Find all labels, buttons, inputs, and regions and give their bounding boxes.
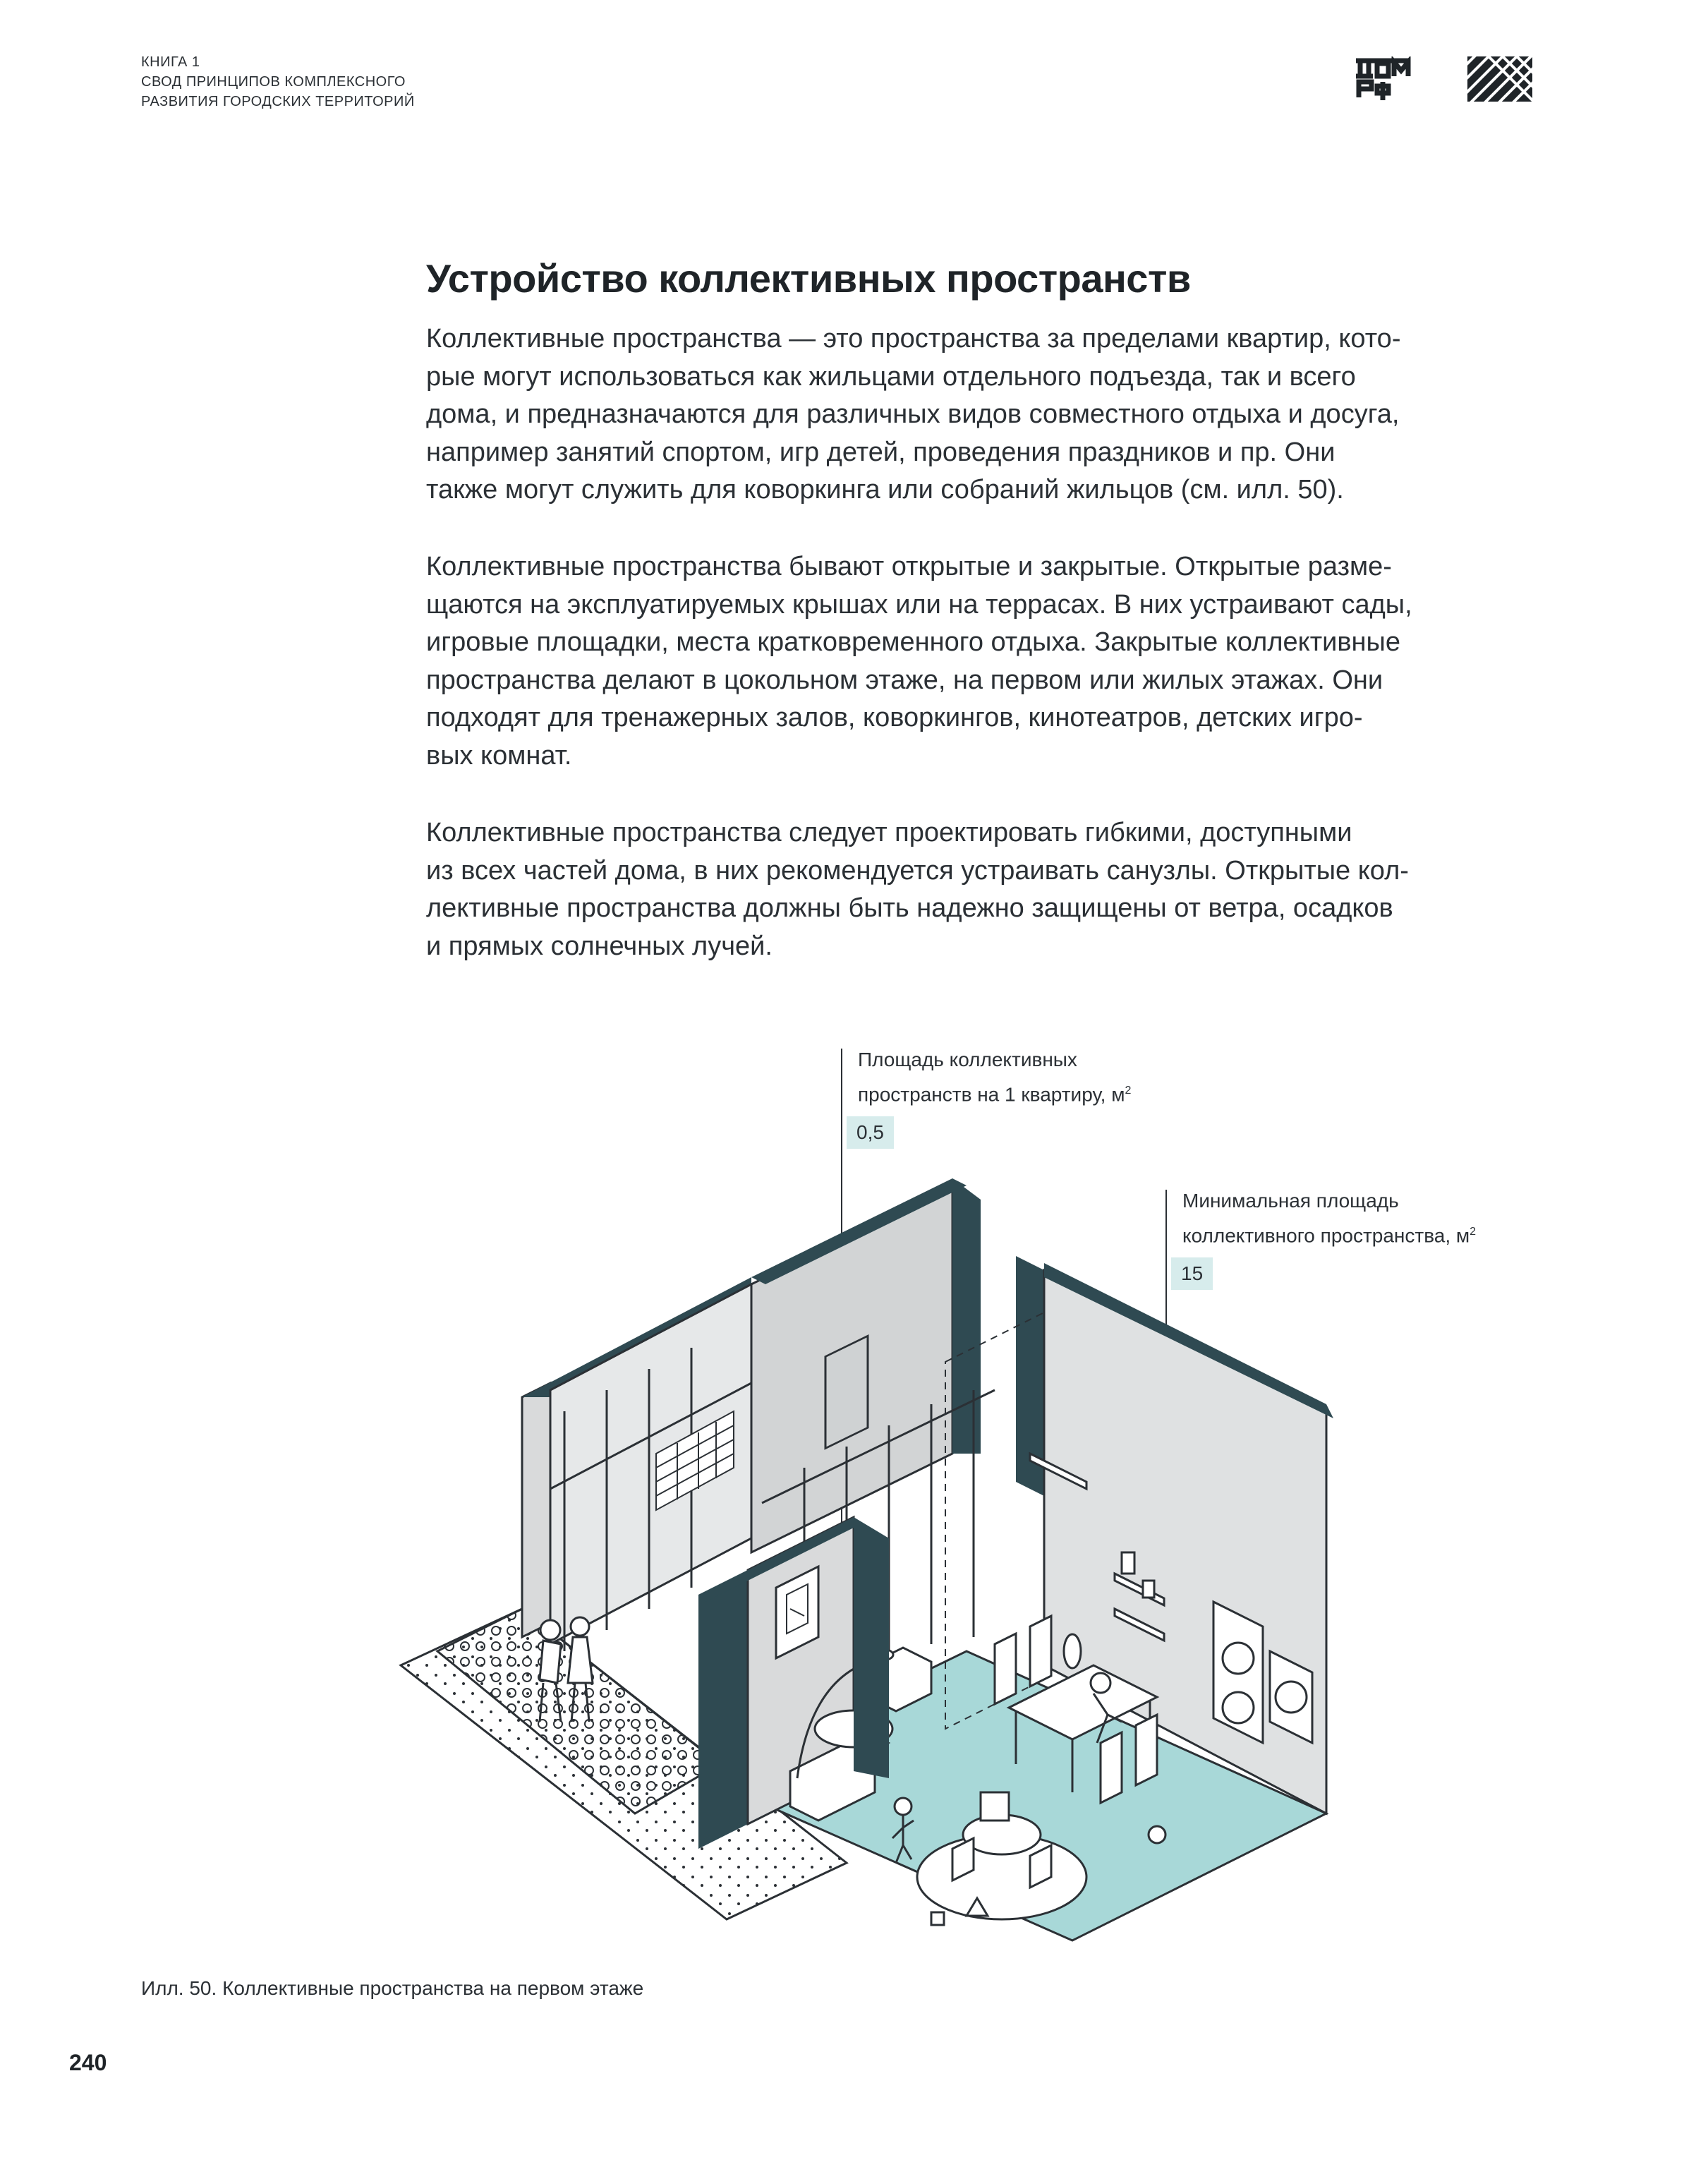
callout-2-label: Минимальная площадь коллективного пространства, $м^2$	[1182, 1190, 1477, 1247]
callout-1-value: 0,5	[847, 1116, 894, 1149]
paragraph-2: Коллективные пространства бывают открытые и закрытые. Открытые разме- щаются на эксплуатируемых крышах или на террасах. В них устраивают сады, игровые площадки, места кратковременного отдыха. Закрытые коллективные пространства делают в цокольном этаже, на первом или жилых этажах. Они подходят для тренажерных залов, коворкингов, кинотеатров, детских игро- вых комнат.	[426, 552, 1412, 771]
dom-rf-logo	[1353, 56, 1412, 102]
callout-2-value: 15	[1171, 1257, 1213, 1290]
pattern-logo	[1467, 56, 1532, 102]
running-header	[141, 52, 536, 111]
header-line-3: РАЗВИТИЯ ГОРОДСКИХ ТЕРРИТОРИЙ	[141, 94, 415, 109]
page-title: Устройство коллективных пространств	[426, 256, 1191, 301]
page-number: 240	[69, 2050, 107, 2075]
header-line-2: СВОД ПРИНЦИПОВ КОМПЛЕКСНОГО	[141, 74, 406, 90]
isometric-illustration	[395, 1157, 1383, 1955]
paragraph-3: Коллективные пространства следует проектировать гибкими, доступными из всех частей дома, в них рекомендуется устраивать санузлы. Открытые кол- лективные пространства должны быть надежно защищены от ветра, осадков и прямых солнечных лучей.	[426, 818, 1409, 961]
paragraph-1: Коллективные пространства — это пространства за пределами квартир, кото- рые могут использоваться как жильцами отдельного подъезда, так и всего дома, и предназначаются для различных видов совместного отдыха и досуга, например занятий спортом, игр детей, проведения праздников и пр. Они также могут служить для коворкинга или собраний жильцов (см. илл. 50).	[426, 324, 1401, 505]
figure-caption: Илл. 50. Коллективные пространства на первом этаже	[141, 1977, 644, 1999]
header-line-1: КНИГА 1	[141, 54, 200, 70]
callout-1-label: Площадь коллективных пространств на 1 квартиру, $м^2$	[858, 1049, 1132, 1106]
back-wall	[751, 1178, 981, 1552]
